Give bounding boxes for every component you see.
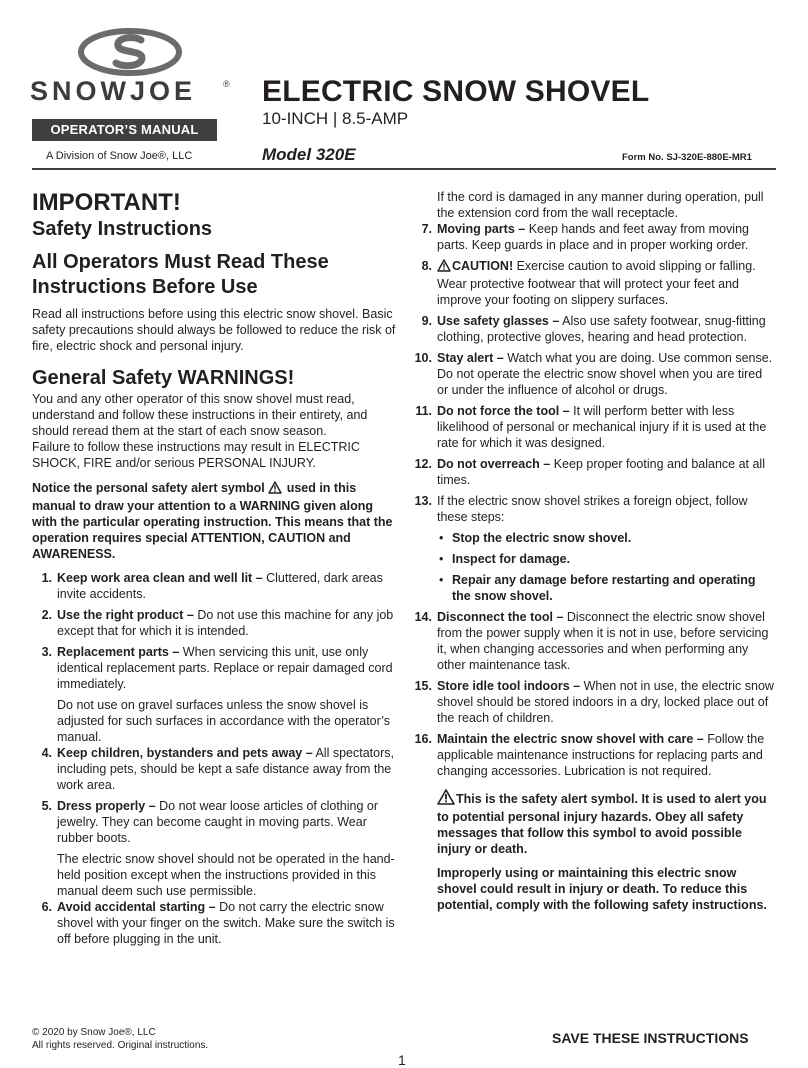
item-number: 11. bbox=[415, 404, 432, 418]
list-item bbox=[412, 403, 776, 451]
general-paragraph-2: Failure to follow these instructions may result in ELECTRIC SHOCK, FIRE and/or serious PERSONAL INJURY. bbox=[32, 440, 360, 470]
item-title: Keep children, bystanders and pets away – bbox=[57, 746, 313, 760]
model-number: Model 320E bbox=[262, 145, 356, 164]
item-title: Maintain the electric snow shovel with care – bbox=[437, 732, 704, 746]
save-instructions-label: SAVE THESE INSTRUCTIONS bbox=[552, 1030, 749, 1046]
list-item bbox=[412, 731, 776, 779]
bullet-text: Stop the electric snow shovel. bbox=[452, 531, 632, 545]
notice-text-a: Notice the personal safety alert symbol bbox=[32, 481, 265, 495]
notice-text-b: used in this manual to draw your attention to a WARNING given along with the particular operating instruction. This means that the operation requires special ATTENTION, CAUTION and AWARENESS. bbox=[32, 481, 393, 561]
list-item bbox=[412, 609, 776, 673]
item-text: Keep hands and feet away from moving parts. Keep guards in place and in proper working order. bbox=[437, 222, 749, 252]
important-heading: IMPORTANT! bbox=[32, 189, 181, 216]
item-title: Use safety glasses – bbox=[437, 314, 560, 328]
list-item bbox=[32, 644, 398, 692]
bullet-marker: • bbox=[439, 573, 444, 587]
bullet-text: Inspect for damage. bbox=[452, 552, 571, 566]
list-item bbox=[412, 678, 776, 726]
item-text: If the electric snow shovel strikes a foreign object, follow these steps: bbox=[437, 494, 748, 524]
brand-registered-mark: ® bbox=[223, 79, 230, 89]
item-number: 13. bbox=[414, 494, 432, 508]
product-title: ELECTRIC SNOW SHOVEL bbox=[262, 75, 650, 108]
operators-manual-label: OPERATOR’S MANUAL bbox=[32, 119, 217, 141]
safety-alert-text: This is the safety alert symbol. It is used to alert you to potential personal injury hazards. Obey all safety messages that follow this symbol to avoid possible injury or death. bbox=[437, 792, 767, 856]
item-number: 8. bbox=[421, 259, 432, 273]
item-text: When servicing this unit, use only identical replacement parts. Replace or repair damaged cord immediately. bbox=[57, 645, 393, 691]
item-number: 14. bbox=[414, 610, 432, 624]
list-item bbox=[32, 798, 398, 846]
list-item bbox=[32, 570, 398, 602]
improper-use-paragraph: Improperly using or maintaining this electric snow shovel could result in injury or death. To reduce this potential, comply with the following safety instructions. bbox=[437, 866, 767, 912]
division-text: A Division of Snow Joe®, LLC bbox=[46, 150, 193, 162]
item-text: Follow the applicable maintenance instructions for replacing parts and changing accessories. Lubrication is not required. bbox=[437, 732, 765, 778]
item-title: Replacement parts – bbox=[57, 645, 180, 659]
intro-paragraph: Read all instructions before using this electric snow shovel. Basic safety precautions should always be followed to reduce the risk of fire, electric shock and personal injury. bbox=[32, 307, 396, 353]
bullet-marker: • bbox=[439, 531, 444, 545]
item-number: 5. bbox=[41, 799, 52, 813]
bullet-marker: • bbox=[439, 552, 444, 566]
item-number: 7. bbox=[421, 222, 432, 236]
bullet-item bbox=[412, 530, 776, 546]
item-title: Disconnect the tool – bbox=[437, 610, 564, 624]
item-title: Do not force the tool – bbox=[437, 404, 570, 418]
item-title: Avoid accidental starting – bbox=[57, 900, 216, 914]
brand-name: SNOWJOE bbox=[30, 76, 197, 106]
copyright-line: © 2020 by Snow Joe®, LLC bbox=[32, 1027, 156, 1038]
safety-instructions-heading: Safety Instructions bbox=[32, 218, 213, 240]
bullet-item bbox=[412, 572, 776, 604]
item-title: Stay alert – bbox=[437, 351, 504, 365]
item-6-continued: If the cord is damaged in any manner during operation, pull the extension cord from the wall receptacle. bbox=[437, 190, 764, 220]
header-divider bbox=[32, 168, 776, 170]
list-item bbox=[412, 258, 776, 308]
item-number: 16. bbox=[414, 732, 432, 746]
item-title: Use the right product – bbox=[57, 608, 194, 622]
item-text: Keep proper footing and balance at all times. bbox=[437, 457, 765, 487]
list-item bbox=[32, 607, 398, 639]
item-number: 2. bbox=[41, 608, 52, 622]
item-title: Moving parts – bbox=[437, 222, 526, 236]
product-subtitle: 10-INCH | 8.5-AMP bbox=[262, 109, 409, 128]
safety-alert-icon bbox=[437, 259, 451, 276]
item-number: 9. bbox=[421, 314, 432, 328]
snowjoe-logo-icon bbox=[78, 28, 182, 81]
item-text: All spectators, including pets, should be kept a safe distance away from the work area. bbox=[57, 746, 394, 792]
item-title: Store idle tool indoors – bbox=[437, 679, 581, 693]
item-text: Exercise caution to avoid slipping or falling. Wear protective footwear that will protect your feet and improve your footing on slippery surfaces. bbox=[437, 259, 756, 307]
general-warnings-heading: General Safety WARNINGS! bbox=[32, 367, 295, 389]
item-title: Keep work area clean and well lit – bbox=[57, 571, 263, 585]
item-number: 3. bbox=[41, 645, 52, 659]
safety-alert-paragraph bbox=[412, 789, 776, 857]
item-number: 12. bbox=[414, 457, 432, 471]
item-subparagraph: Do not use on gravel surfaces unless the snow shovel is adjusted for such surfaces in accordance with the operator’s manual. bbox=[57, 698, 391, 744]
item-number: 10. bbox=[414, 351, 432, 365]
list-item bbox=[32, 745, 398, 793]
list-item bbox=[412, 350, 776, 398]
item-text: Do not wear loose articles of clothing or jewelry. They can become caught in moving parts. Wear rubber boots. bbox=[57, 799, 379, 845]
item-number: 15. bbox=[414, 679, 432, 693]
item-text: Do not use this machine for any job except that for which it is intended. bbox=[57, 608, 394, 638]
item-text: Watch what you are doing. Use common sense. Do not operate the electric snow shovel when you are tired or under the influence of alcohol or drugs. bbox=[437, 351, 773, 397]
bullet-text: Repair any damage before restarting and operating the snow shovel. bbox=[452, 573, 756, 603]
item-number: 6. bbox=[41, 900, 52, 914]
right-column bbox=[412, 189, 776, 913]
page-number: 1 bbox=[398, 1052, 406, 1068]
notice-paragraph bbox=[32, 480, 398, 562]
item-text: Disconnect the electric snow shovel from the power supply when it is not in use, before servicing it, when changing accessories and when performing any other maintenance task. bbox=[437, 610, 769, 672]
item-text: Cluttered, dark areas invite accidents. bbox=[57, 571, 383, 601]
list-item bbox=[412, 493, 776, 525]
item-title: Do not overreach – bbox=[437, 457, 551, 471]
item-number: 1. bbox=[41, 571, 52, 585]
form-number: Form No. SJ-320E-880E-MR1 bbox=[622, 152, 752, 163]
item-title: Dress properly – bbox=[57, 799, 156, 813]
list-item bbox=[412, 313, 776, 345]
item-text: Also use safety footwear, snug-fitting clothing, protective gloves, hearing and head protection. bbox=[437, 314, 766, 344]
list-item bbox=[412, 456, 776, 488]
rights-line: All rights reserved. Original instructions. bbox=[32, 1040, 209, 1051]
item-text: It will perform better with less likelihood of personal or mechanical injury if it is used at the rate for which it was designed. bbox=[437, 404, 767, 450]
list-item bbox=[412, 221, 776, 253]
item-number: 4. bbox=[41, 746, 52, 760]
item-title: CAUTION! bbox=[452, 259, 514, 273]
copyright-notice bbox=[32, 1026, 208, 1052]
bullet-item bbox=[412, 551, 776, 567]
list-item bbox=[32, 899, 398, 947]
item-subparagraph: The electric snow shovel should not be operated in the hand-held position except when the instructions provided in this manual deem such use permissible. bbox=[57, 852, 395, 898]
general-paragraph-1: You and any other operator of this snow shovel must read, understand and follow these instructions in their entirety, and should reread them at the start of each snow season. bbox=[32, 392, 368, 438]
item-text: When not in use, the electric snow shovel should be stored indoors in a dry, locked place out of the reach of children. bbox=[437, 679, 774, 725]
must-read-heading: All Operators Must Read These Instructions Before Use bbox=[32, 251, 329, 298]
safety-alert-icon bbox=[268, 481, 282, 498]
item-text: Do not carry the electric snow shovel with your finger on the switch. Make sure the switch is off before plugging in the unit. bbox=[57, 900, 395, 946]
safety-alert-icon bbox=[437, 789, 455, 809]
left-column bbox=[32, 189, 398, 952]
